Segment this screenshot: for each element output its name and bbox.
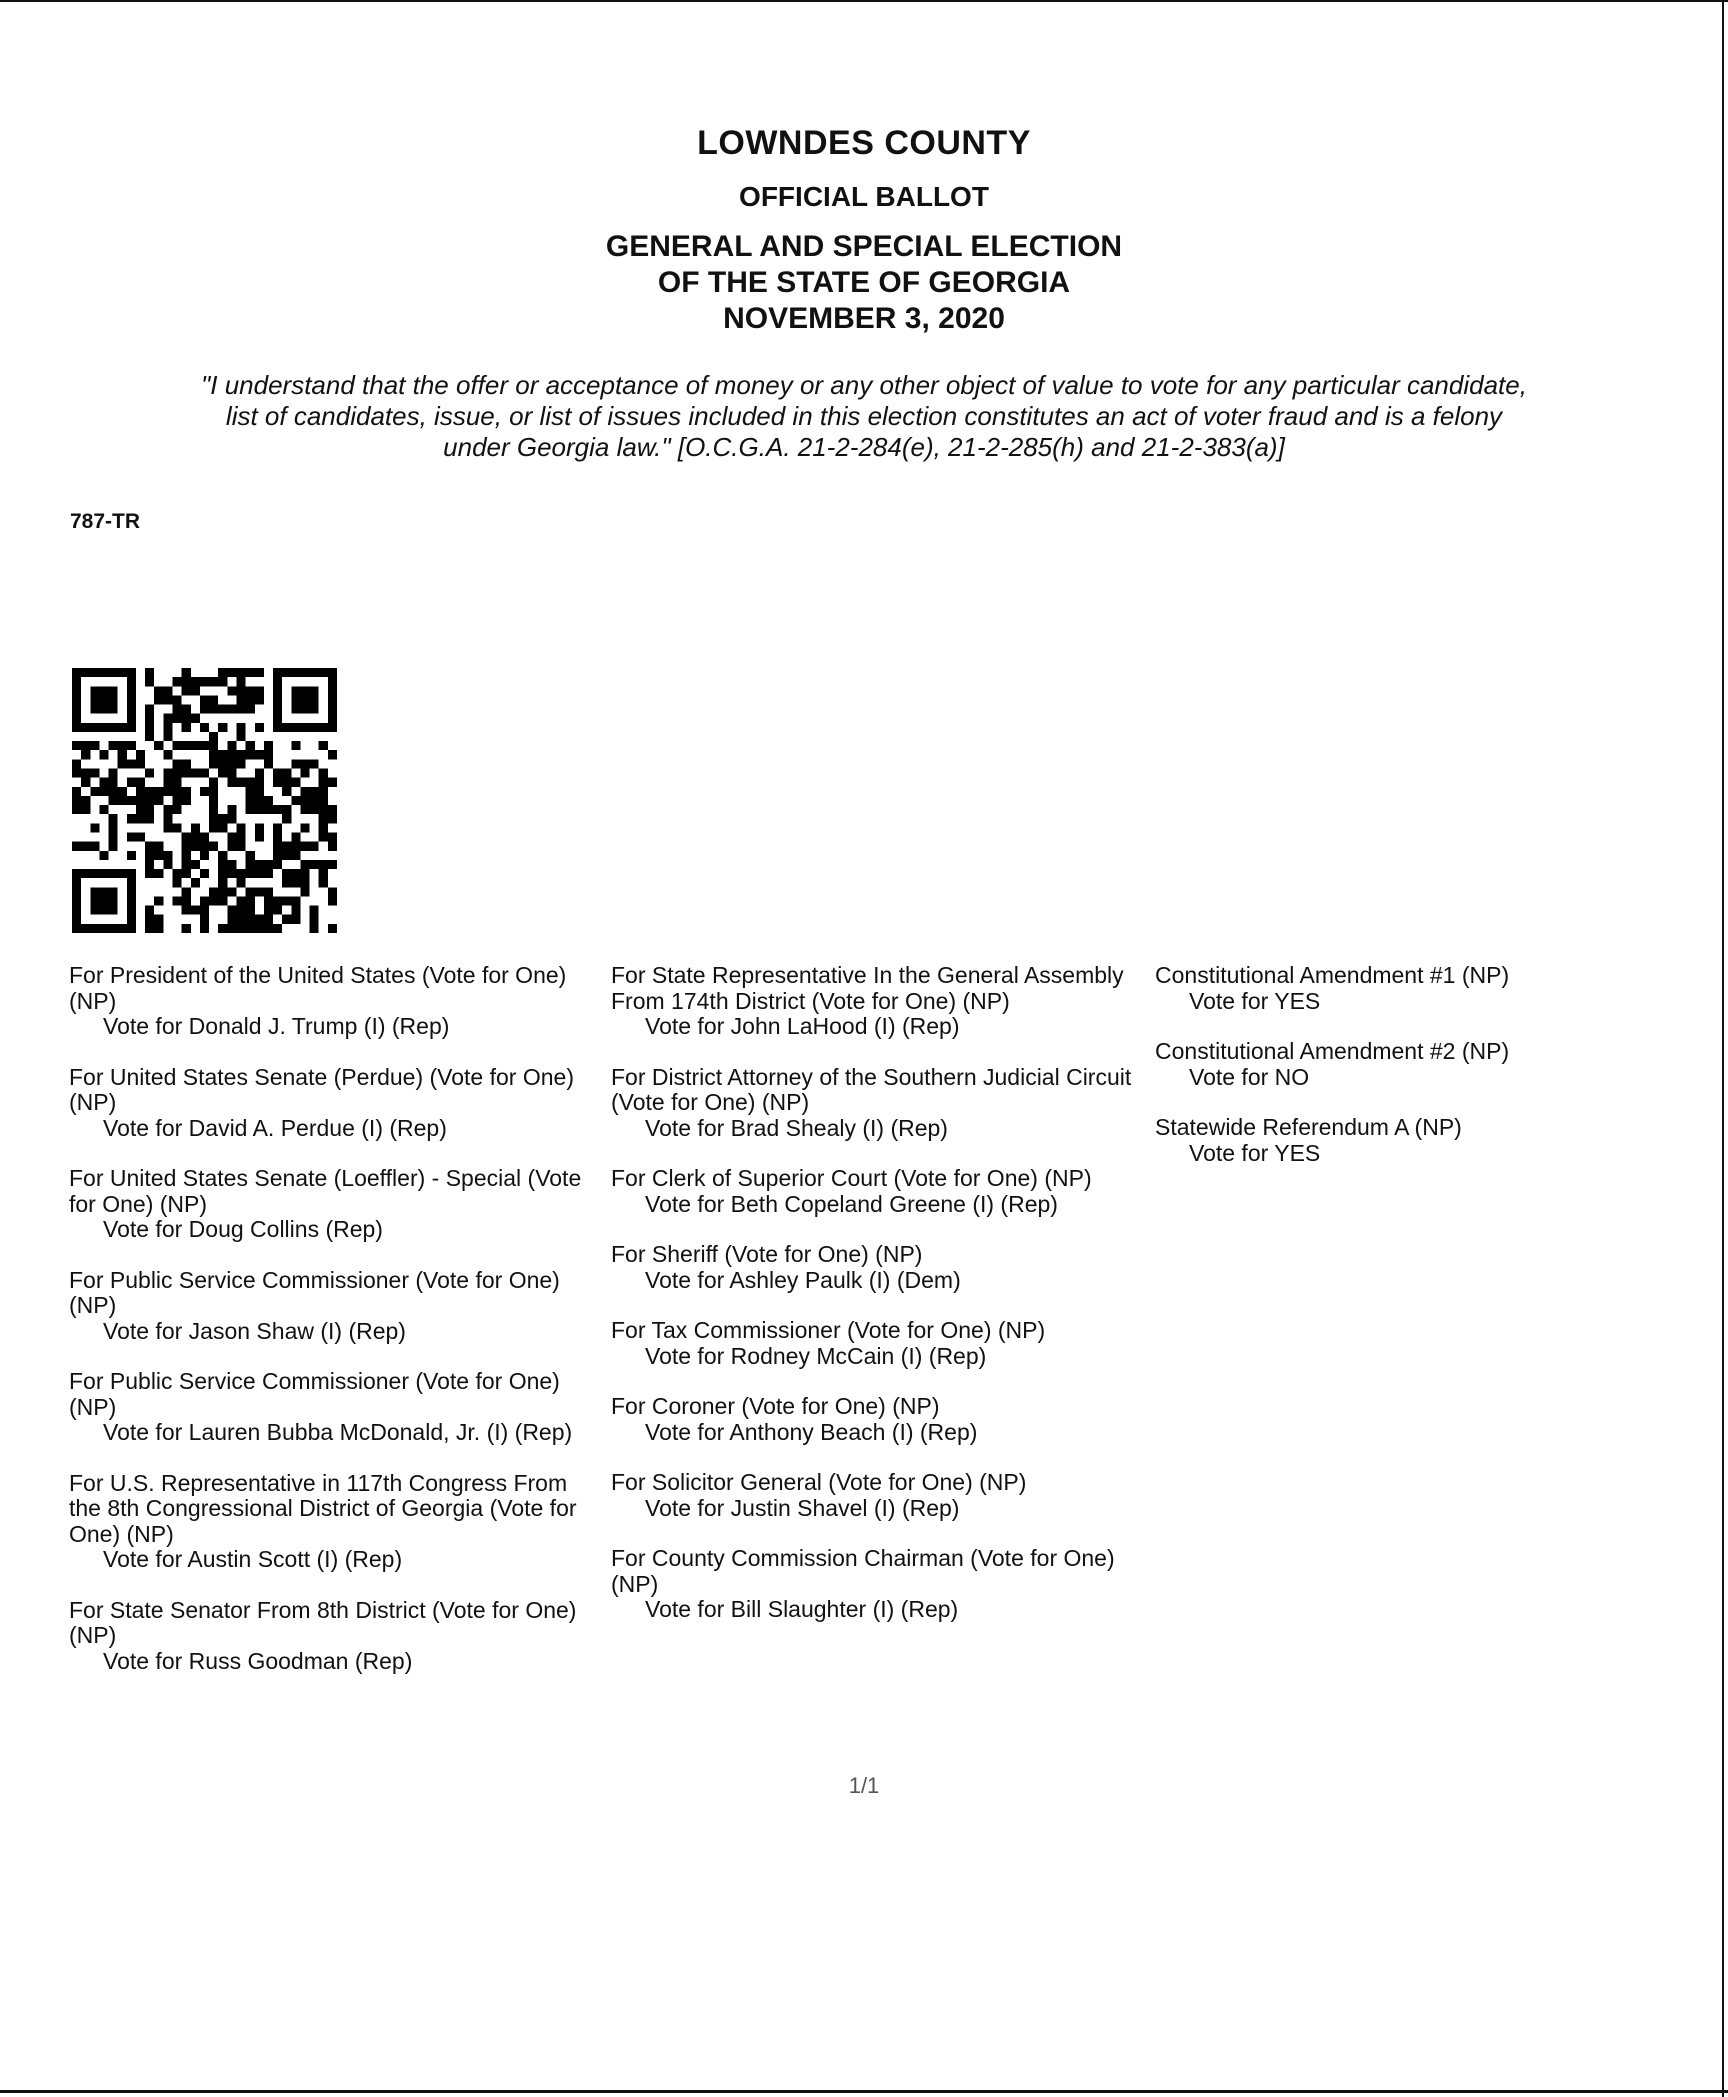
race-selection: Vote for Anthony Beach (I) (Rep) [645,1418,978,1445]
election-date: NOVEMBER 3, 2020 [723,302,1005,335]
ballot-column-3 [1155,963,1695,1191]
page-number: 1/1 [848,1773,880,1798]
race-title: For Public Service Commissioner (Vote for One) (NP) [69,1266,560,1318]
race-selection: Vote for Ashley Paulk (I) (Dem) [645,1266,961,1293]
race-title: For Sheriff (Vote for One) (NP) [611,1241,923,1267]
ballot-column-1 [69,963,599,1699]
race-selection: Vote for Donald J. Trump (I) (Rep) [103,1013,450,1039]
ballot-race [611,1065,1151,1142]
bottom-border [0,2090,1728,2093]
race-selection: Vote for Bill Slaughter (I) (Rep) [645,1596,959,1622]
ballot-header [0,124,1728,337]
race-title: For Coroner (Vote for One) (NP) [611,1393,940,1419]
ballot-race [69,1598,599,1675]
voter-fraud-statement [60,370,1668,463]
oath-line-3: under Georgia law." [O.C.G.A. 21-2-284(e), 21-2-285(h) and 21-2-383(a)] [443,432,1285,462]
ballot-race [1155,1039,1695,1090]
ballot-column-2 [611,963,1151,1648]
ballot-race [611,1318,1151,1369]
race-title: For United States Senate (Loeffler) - Special (Vote for One) (NP) [69,1165,582,1217]
race-selection: Vote for David A. Perdue (I) (Rep) [103,1114,447,1141]
race-title: Constitutional Amendment #1 (NP) [1155,962,1510,988]
race-selection: Vote for Jason Shaw (I) (Rep) [103,1317,406,1344]
ballot-race [69,1369,599,1446]
ballot-race [69,1065,599,1142]
race-title: For Clerk of Superior Court (Vote for One) (NP) [611,1165,1092,1191]
race-selection: Vote for YES [1189,987,1321,1014]
ballot-race [69,1471,599,1573]
race-selection: Vote for Rodney McCain (I) (Rep) [645,1342,987,1369]
qr-code-icon [68,668,341,933]
ballot-code: 787-TR [70,510,141,533]
race-selection: Vote for Russ Goodman (Rep) [103,1647,413,1674]
race-selection: Vote for Austin Scott (I) (Rep) [103,1546,403,1572]
race-selection: Vote for NO [1189,1063,1310,1090]
race-title: For Tax Commissioner (Vote for One) (NP) [611,1317,1046,1343]
ballot-race [1155,1115,1695,1166]
race-selection: Vote for John LaHood (I) (Rep) [645,1013,960,1039]
ballot-race [69,1166,599,1243]
race-selection: Vote for Beth Copeland Greene (I) (Rep) [645,1190,1058,1217]
ballot-race [69,1268,599,1345]
race-selection: Vote for Brad Shealy (I) (Rep) [645,1114,948,1141]
race-selection: Vote for YES [1189,1139,1321,1166]
race-title: For President of the United States (Vote for One) (NP) [69,962,567,1014]
ballot-race [611,963,1151,1040]
ballot-race [1155,963,1695,1014]
race-title: For District Attorney of the Southern Judicial Circuit (Vote for One) (NP) [611,1063,1132,1115]
election-line-2: OF THE STATE OF GEORGIA [657,266,1071,299]
race-title: Constitutional Amendment #2 (NP) [1155,1038,1510,1064]
race-title: For County Commission Chairman (Vote for One) (NP) [611,1545,1115,1597]
race-title: For United States Senate (Perdue) (Vote for One) (NP) [69,1063,574,1115]
race-selection: Vote for Doug Collins (Rep) [103,1216,383,1242]
ballot-race [611,1394,1151,1445]
top-border [0,0,1728,2]
oath-line-2: list of candidates, issue, or list of issues included in this election constitutes an act of voter fraud and is a felony [225,401,1503,431]
race-title: For U.S. Representative in 117th Congress From the 8th Congressional District of Georgia (Vote for One) (NP) [69,1469,577,1547]
ballot-type: OFFICIAL BALLOT [739,181,989,212]
race-selection: Vote for Lauren Bubba McDonald, Jr. (I) (Rep) [103,1419,573,1445]
ballot-race [611,1470,1151,1521]
race-selection: Vote for Justin Shavel (I) (Rep) [645,1494,960,1521]
county-title: LOWNDES COUNTY [697,124,1031,162]
race-title: Statewide Referendum A (NP) [1155,1114,1462,1140]
oath-line-1: "I understand that the offer or acceptance of money or any other object of value to vote for any particular candidate, [201,370,1527,400]
race-title: For Solicitor General (Vote for One) (NP) [611,1469,1027,1495]
race-title: For Public Service Commissioner (Vote for One) (NP) [69,1368,560,1420]
ballot-race [611,1546,1151,1623]
race-title: For State Representative In the General Assembly From 174th District (Vote for One) (NP) [611,962,1124,1014]
ballot-race [611,1242,1151,1293]
ballot-race [69,963,599,1040]
race-title: For State Senator From 8th District (Vote for One) (NP) [69,1596,577,1648]
ballot-race [611,1166,1151,1217]
election-line-1: GENERAL AND SPECIAL ELECTION [605,230,1123,263]
